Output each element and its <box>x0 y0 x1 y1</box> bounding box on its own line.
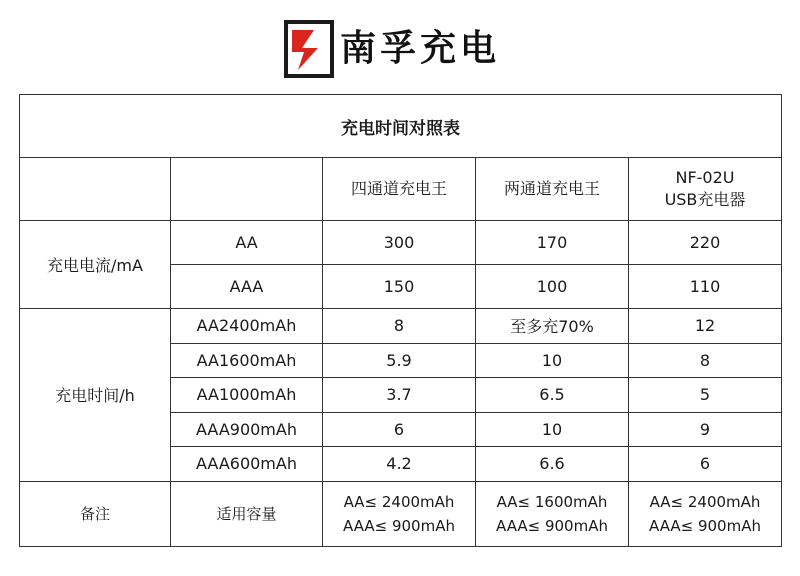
group-label: 充电电流/mA <box>20 221 171 309</box>
notes-line: AAA≤ 900mAh <box>649 516 761 535</box>
table-cell: 3.7 <box>323 378 476 413</box>
notes-line: AAA≤ 900mAh <box>343 516 455 535</box>
table-cell: 110 <box>629 265 782 309</box>
notes-sublabel: 适用容量 <box>171 481 323 546</box>
row-label: AA1600mAh <box>171 343 323 378</box>
table-row <box>20 221 782 265</box>
table-cell: 6.5 <box>476 378 629 413</box>
table-cell: 5 <box>629 378 782 413</box>
comparison-table <box>19 94 781 547</box>
row-label: AA2400mAh <box>171 309 323 344</box>
nanfu-logo-icon <box>284 20 334 78</box>
notes-line: AAA≤ 900mAh <box>496 516 608 535</box>
notes-cell <box>476 481 629 546</box>
table-cell: 6 <box>629 447 782 482</box>
table-cell: 6 <box>323 412 476 447</box>
table-cell: 5.9 <box>323 343 476 378</box>
notes-label: 备注 <box>20 481 171 546</box>
row-label: AAA600mAh <box>171 447 323 482</box>
header-empty-cell <box>20 158 171 221</box>
group-label: 充电时间/h <box>20 309 171 482</box>
column-header: 两通道充电王 <box>476 158 629 221</box>
table-cell: 10 <box>476 412 629 447</box>
table-cell: 100 <box>476 265 629 309</box>
table-cell: 300 <box>323 221 476 265</box>
row-label: AA1000mAh <box>171 378 323 413</box>
table-row <box>20 481 782 546</box>
table-cell: 8 <box>629 343 782 378</box>
table-cell: 8 <box>323 309 476 344</box>
column-header <box>629 158 782 221</box>
table-cell: 9 <box>629 412 782 447</box>
notes-cell <box>629 481 782 546</box>
table-title: 充电时间对照表 <box>20 95 782 158</box>
table-cell: 220 <box>629 221 782 265</box>
table-cell: 6.6 <box>476 447 629 482</box>
row-label: AAA900mAh <box>171 412 323 447</box>
table-cell: 至多充70% <box>476 309 629 344</box>
brand-name: 南孚充电 <box>340 28 501 69</box>
table-cell: 12 <box>629 309 782 344</box>
column-header-line: USB充电器 <box>664 190 746 209</box>
row-label: AA <box>171 221 323 265</box>
table-cell: 10 <box>476 343 629 378</box>
notes-line: AA≤ 2400mAh <box>343 492 455 511</box>
notes-cell <box>323 481 476 546</box>
brand-header <box>284 20 500 78</box>
notes-line: AA≤ 2400mAh <box>649 492 761 511</box>
column-header-line: NF-02U <box>675 168 735 187</box>
header-empty-cell <box>171 158 323 221</box>
table-cell: 4.2 <box>323 447 476 482</box>
column-header: 四通道充电王 <box>323 158 476 221</box>
row-label: AAA <box>171 265 323 309</box>
table-cell: 150 <box>323 265 476 309</box>
table-row <box>20 309 782 344</box>
notes-line: AA≤ 1600mAh <box>496 492 608 511</box>
table-cell: 170 <box>476 221 629 265</box>
